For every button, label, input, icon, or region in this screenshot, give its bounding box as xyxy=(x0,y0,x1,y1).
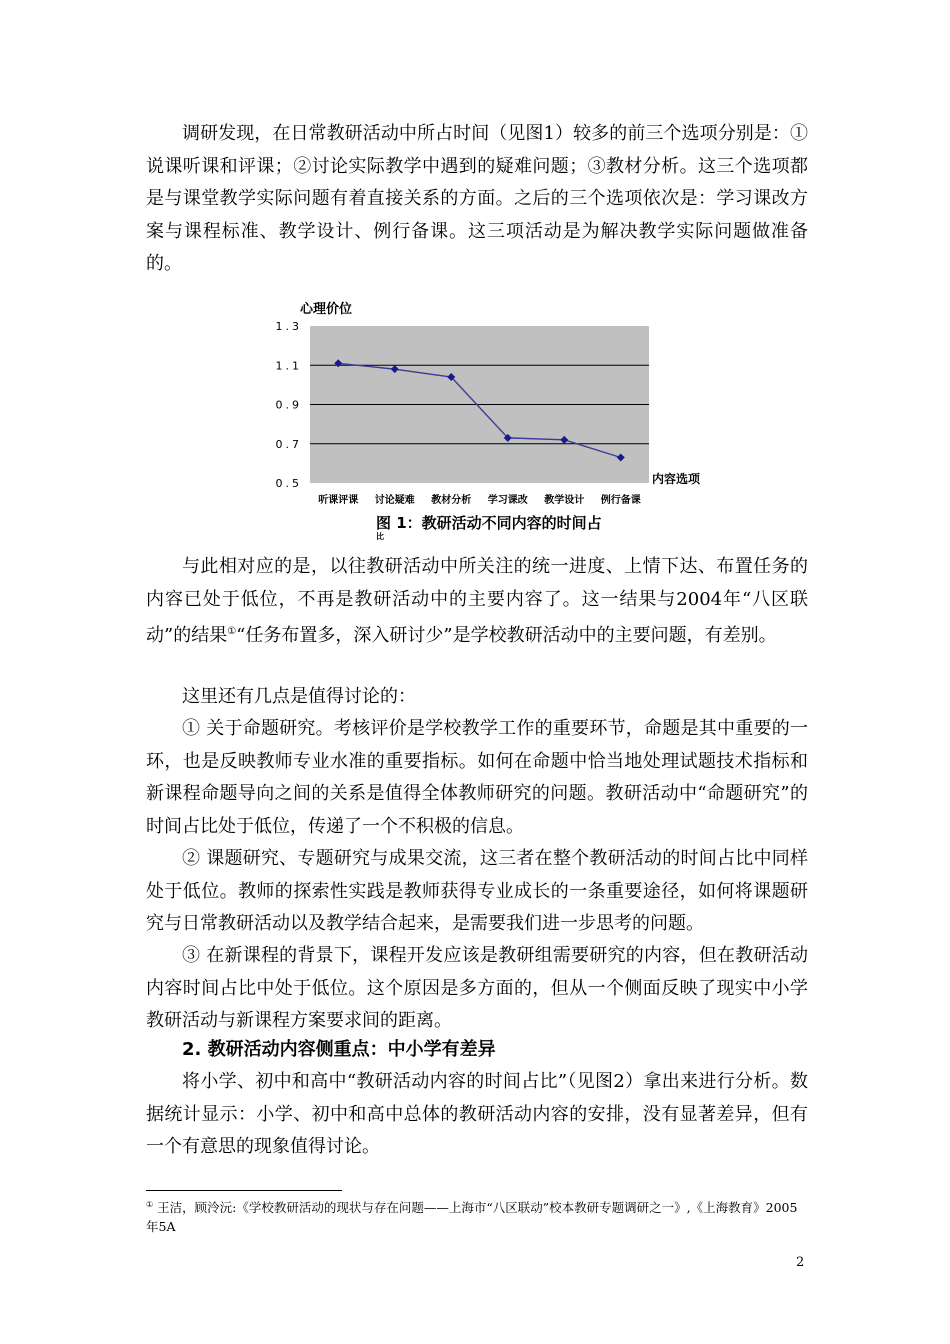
y-tick-labels xyxy=(276,320,303,490)
footnote-mark: ① xyxy=(146,1200,154,1209)
x-axis-label: 内容选项 xyxy=(652,472,701,486)
paragraph-point-2: ② 课题研究、专题研究与成果交流，这三者在整个教研活动的时间占比中同样处于低位。教师的探索性实践是教师获得专业成长的一条重要途径，如何将课题研究与日常教研活动以及教学结合起来，是需要我们进一步思考的问题。 xyxy=(146,848,808,934)
y-axis-label: 心理价位 xyxy=(300,302,353,317)
y-tick-label: 0.7 xyxy=(275,437,302,451)
paragraph-contrast xyxy=(146,551,808,653)
section-heading: 2. 教研活动内容侧重点：中小学有差异 xyxy=(182,1039,496,1060)
page-number: 2 xyxy=(796,1255,805,1270)
paragraph-point-1: ① 关于命题研究。考核评价是学校教学工作的重要环节，命题是其中重要的一环，也是反映教师专业水准的重要指标。如何在命题中恰当地处理试题技术指标和新课程命题导向之间的关系是值得全体教师研究的问题。教研活动中“命题研究”的时间占比处于低位，传递了一个不积极的信息。 xyxy=(146,718,808,837)
y-tick-label: 1.1 xyxy=(275,359,302,373)
line-chart xyxy=(260,295,730,515)
paragraph-point-3: ③ 在新课程的背景下，课程开发应该是教研组需要研究的内容，但在教研活动内容时间占比中处于低位。这个原因是多方面的，但从一个侧面反映了现实中小学教研活动与新课程方案要求间的距离。 xyxy=(146,945,808,1031)
intro-paragraph: 调研发现，在日常教研活动中所占时间（见图1）较多的前三个选项分别是：①说课听课和评课；②讨论实际教学中遇到的疑难问题；③教材分析。这三个选项都是与课堂教学实际问题有着直接关系的方面。之后的三个选项依次是：学习课改方案与课程标准、教学设计、例行备课。这三项活动是为解决教学实际问题做准备的。 xyxy=(146,123,808,274)
paragraph-discussion-intro: 这里还有几点是值得讨论的： xyxy=(182,686,416,707)
footnote-ref: ① xyxy=(227,626,237,637)
x-tick-label: 教学设计 xyxy=(544,495,585,506)
figure-caption-tail: 比 xyxy=(376,532,384,541)
footnote-divider xyxy=(146,1190,342,1191)
x-tick-labels xyxy=(318,493,641,506)
paragraph-analysis: 将小学、初中和高中“教研活动内容的时间占比”（见图2）拿出来进行分析。数据统计显示：小学、初中和高中总体的教研活动内容的安排，没有显著差异，但有一个有意思的现象值得讨论。 xyxy=(146,1071,808,1157)
x-tick-label: 学习课改 xyxy=(487,495,528,506)
y-tick-label: 0.9 xyxy=(275,398,302,412)
y-tick-label: 1.3 xyxy=(275,320,302,333)
paragraph-contrast-text-a: 与此相对应的是，以往教研活动中所关注的统一进度、上情下达、布置任务的内容已处于低位，不再是教研活动中的主要内容了。这一结果与2004年“八区联动”的结果 xyxy=(146,556,808,646)
y-tick-label: 0.5 xyxy=(275,477,302,490)
footnote xyxy=(146,1195,808,1236)
figure-caption: 图 1：教研活动不同内容的时间占 xyxy=(376,514,602,532)
footnote-text: 王洁，顾泠沅:《学校教研活动的现状与存在问题——上海市“八区联动”校本教研专题调研之一》,《上海教育》2005年5A xyxy=(146,1200,798,1235)
x-tick-label: 教材分析 xyxy=(431,495,472,506)
paragraph-contrast-text-b: “任务布置多，深入研讨少”是学校教研活动中的主要问题，有差别。 xyxy=(236,625,777,646)
x-tick-label: 讨论疑难 xyxy=(374,495,415,506)
x-tick-label: 听课评课 xyxy=(318,495,359,506)
x-tick-label: 例行备课 xyxy=(600,495,641,506)
